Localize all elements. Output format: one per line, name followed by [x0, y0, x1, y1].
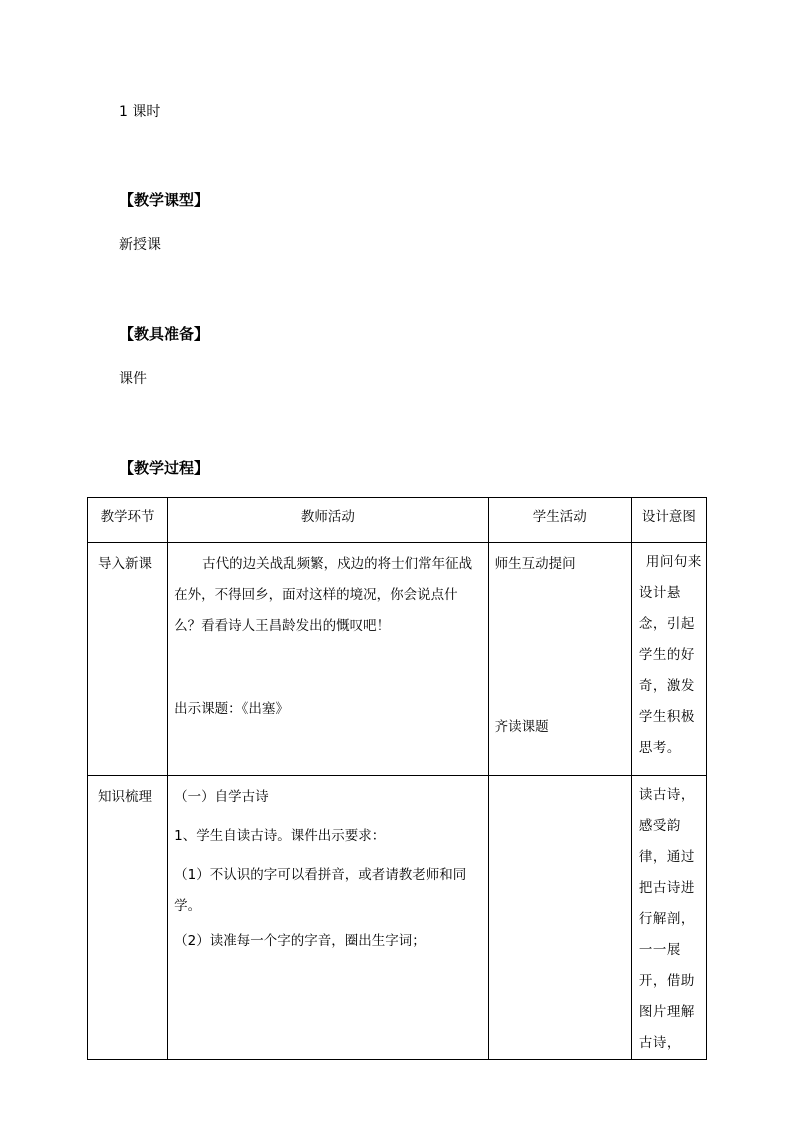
row1-design-intent: 用问句来设计悬念，引起学生的好奇，激发学生积极思考。 [631, 543, 706, 776]
row1-stage: 导入新课 [88, 543, 168, 776]
header-teacher-activity: 教师活动 [168, 498, 489, 543]
teaching-process-table [87, 497, 707, 1060]
course-type-heading: 【教学课型】 [119, 191, 210, 209]
row1-student-p2: 齐读课题 [494, 719, 549, 735]
header-stage: 教学环节 [88, 498, 168, 543]
row2-teacher-line-1: （一）自学古诗 [174, 789, 269, 805]
row1-student-p1: 师生互动提问 [494, 556, 576, 572]
course-type-value: 新授课 [119, 237, 161, 253]
row2-design-intent: 读古诗，感受韵律，通过把古诗进行解剖，一一展开，借助图片理解古诗， [631, 776, 706, 1060]
teaching-aids-heading: 【教具准备】 [119, 325, 210, 343]
header-student-activity: 学生活动 [488, 498, 631, 543]
row2-teacher-line-3: （1）不认识的字可以看拼音，或者请教老师和同学。 [174, 867, 467, 914]
row1-teacher-activity [168, 543, 489, 776]
lesson-hours: 1 课时 [119, 104, 161, 120]
row2-stage: 知识梳理 [88, 776, 168, 1060]
header-design-intent: 设计意图 [631, 498, 706, 543]
row2-teacher-line-2: 1、学生自读古诗。课件出示要求： [174, 828, 386, 844]
row1-teacher-p2: 出示课题：《出塞》 [174, 701, 289, 717]
row1-student-activity [488, 543, 631, 776]
row2-teacher-activity [168, 776, 489, 1060]
table-header-row [88, 498, 707, 543]
row1-teacher-p1: 古代的边关战乱频繁，戍边的将士们常年征战在外，不得回乡，面对这样的境况，你会说点什么？看看诗人王昌龄发出的慨叹吧！ [174, 556, 473, 634]
row2-teacher-line-4: （2）读准每一个字的字音，圈出生字词； [174, 933, 426, 949]
table-row [88, 776, 707, 1060]
teaching-aids-value: 课件 [119, 371, 147, 387]
row2-student-activity [488, 776, 631, 1060]
table-row [88, 543, 707, 776]
process-heading: 【教学过程】 [119, 459, 210, 477]
